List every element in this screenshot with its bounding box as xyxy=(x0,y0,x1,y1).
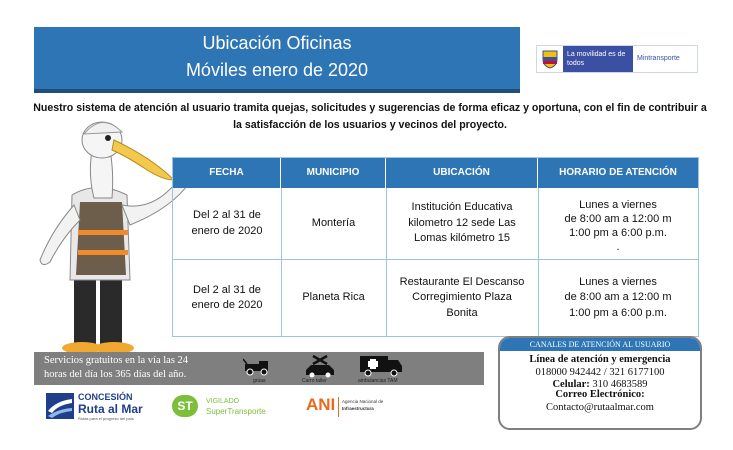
service-label-ambulancias: ambulancias TAM xyxy=(358,378,398,384)
row2-ubicacion-line2: Corregimiento Plaza xyxy=(412,291,512,304)
services-text-line2: horas del día los 365 días del año. xyxy=(44,369,187,380)
header-horario: HORARIO DE ATENCIÓN xyxy=(538,158,698,188)
row1-fecha-line2: enero de 2020 xyxy=(191,224,263,237)
vigilado-label: VIGILADO xyxy=(206,398,240,405)
concesion-label: CONCESIÓN xyxy=(78,392,133,402)
header-fecha: FECHA xyxy=(173,158,281,188)
row2-horario-line3: 1:00 pm a 6:00 p.m. xyxy=(569,306,667,319)
page-title-line1: Ubicación Oficinas xyxy=(202,33,352,53)
title-banner xyxy=(34,27,520,93)
ani-logo-mark: ANI xyxy=(306,395,336,414)
ministry-name: Mintransporte xyxy=(637,55,680,62)
supertransporte-name: SuperTransporte xyxy=(206,407,266,416)
ruta-al-mar-name: Ruta al Mar xyxy=(78,402,143,416)
email-label: Correo Electrónico: xyxy=(555,389,645,400)
row1-municipio: Montería xyxy=(311,216,356,229)
row1-horario-line2: de 8:00 am a 12:00 m xyxy=(564,212,672,225)
ani-line1: Agencia Nacional de xyxy=(342,399,384,404)
ani-line2: Infraestructura xyxy=(342,406,374,411)
ambulance-icon xyxy=(358,352,404,378)
row1-ubicacion xyxy=(386,188,538,259)
email-address[interactable]: Contacto@rutaalmar.com xyxy=(546,402,654,413)
services-text xyxy=(44,354,234,382)
row1-horario xyxy=(538,190,698,261)
emergency-phones: 018000 942442 / 321 6177100 xyxy=(535,367,665,378)
concesion-tagline: Rutas para el progreso del país xyxy=(78,416,134,421)
row1-horario-line1: Lunes a viernes xyxy=(579,198,657,211)
service-label-gruas: grúas xyxy=(253,378,266,384)
row2-fecha-line2: enero de 2020 xyxy=(191,299,263,311)
row2-horario-line2: de 8:00 am a 12:00 m xyxy=(564,291,672,304)
row1-fecha xyxy=(173,188,281,259)
row1-horario-line4: . xyxy=(616,240,620,253)
service-label-carro-taller: Carro taller xyxy=(302,378,327,384)
row1-ubicacion-line1: Institución Educativa xyxy=(411,201,513,214)
schedule-table xyxy=(172,157,699,337)
emergency-line-label: Línea de atención y emergencia xyxy=(529,354,671,365)
contact-channels-box xyxy=(498,336,702,430)
row2-municipio: Planeta Rica xyxy=(302,291,365,304)
tow-truck-icon xyxy=(243,358,273,376)
row2-horario xyxy=(538,260,698,336)
row1-ubicacion-line3: Lomas kilómetro 15 xyxy=(414,232,510,245)
row2-fecha-line1: Del 2 al 31 de xyxy=(193,283,261,296)
repair-car-icon xyxy=(303,354,337,378)
cellphone-label: Celular: xyxy=(552,379,590,390)
row2-ubicacion xyxy=(386,260,538,336)
channels-header: CANALES DE ATENCIÓN AL USUARIO xyxy=(500,338,700,351)
row1-ubicacion-line2: kilometro 12 sede Las xyxy=(408,216,516,229)
row1-horario-line3: 1:00 pm a 6:00 p.m. xyxy=(569,226,667,239)
page-title-line2: Móviles enero de 2020 xyxy=(185,60,369,80)
row1-fecha-line1: Del 2 al 31 de xyxy=(193,209,261,221)
services-text-line1: Servicios gratuitos en la vía las 24 xyxy=(44,355,189,366)
cellphone-number: 310 4683589 xyxy=(589,379,648,390)
government-logo xyxy=(536,45,698,73)
row2-ubicacion-line3: Bonita xyxy=(446,306,478,319)
row2-fecha xyxy=(173,260,281,336)
row2-horario-line1: Lunes a viernes xyxy=(579,275,657,288)
ruta-al-mar-logo-icon xyxy=(46,393,74,419)
intro-paragraph: Nuestro sistema de atención al usuario tramita quejas, solicitudes y sugerencias de forma eficaz y oportuna, con el fin de contribuir a la satisfacción de los usuarios y vecinos del proyecto. xyxy=(33,102,707,131)
header-municipio: MUNICIPIO xyxy=(281,158,386,188)
ani-divider xyxy=(338,397,339,417)
government-slogan: La movilidad es de todos xyxy=(563,46,633,72)
row2-ubicacion-line1: Restaurante El Descanso xyxy=(399,275,525,288)
colombia-shield-icon xyxy=(541,49,559,69)
header-ubicacion: UBICACIÓN xyxy=(386,158,538,188)
supertransporte-badge: ST xyxy=(172,395,198,417)
